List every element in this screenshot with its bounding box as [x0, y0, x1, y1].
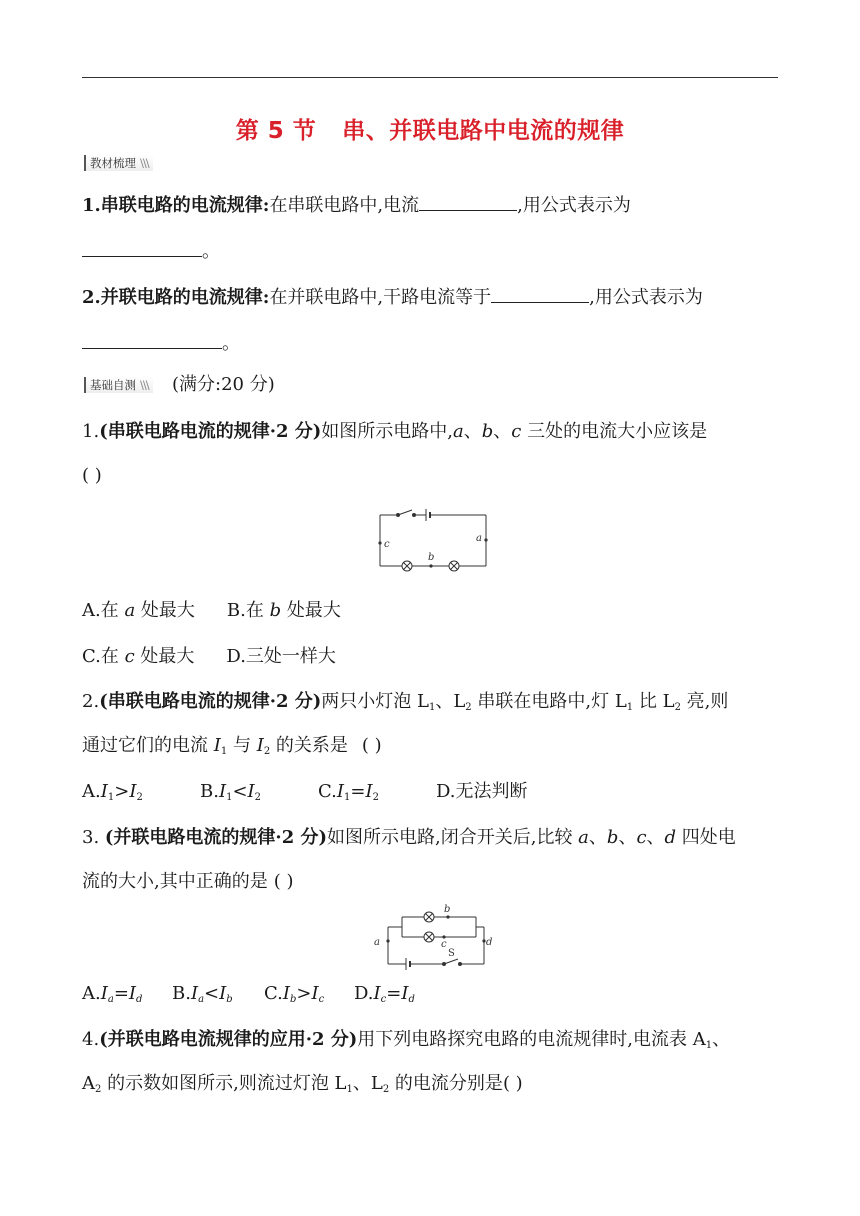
answer-blank[interactable]: [82, 240, 202, 257]
question-1: 1.(串联电路电流的规律·2 分)如图所示电路中,a、b、c 三处的电流大小应该是: [82, 421, 708, 442]
label-s: S: [448, 948, 455, 959]
question-3-cont: 流的大小,其中正确的是 ( ): [82, 871, 294, 892]
label-c: c: [384, 539, 390, 550]
score-note: (满分:20 分): [172, 374, 275, 395]
q2-option-d[interactable]: D.无法判断: [436, 781, 528, 802]
label-b: b: [428, 552, 435, 563]
question-2-cont: 通过它们的电流 $I_1$ 与 $I_2$ 的关系是 ( ): [82, 735, 382, 757]
header-rule: [82, 77, 778, 78]
review-item-1-cont: 。: [82, 240, 220, 264]
q1-option-a[interactable]: A.在 a 处最大: [82, 600, 195, 621]
series-circuit-figure: [370, 503, 494, 575]
label-a: a: [374, 937, 380, 948]
q3-option-b[interactable]: $B.I_a<I_b$: [172, 983, 233, 1005]
label-d: d: [486, 937, 493, 948]
label-c: c: [441, 939, 447, 950]
q3-option-c[interactable]: $C.I_b>I_c$: [264, 983, 325, 1005]
q1-options-row2: [82, 645, 336, 669]
answer-blank[interactable]: [491, 286, 589, 303]
review-item-2: 2.并联电路的电流规律:在并联电路中,干路电流等于 ,用公式表示为: [82, 287, 703, 308]
q3-option-a[interactable]: $A.I_a=I_d$: [82, 983, 143, 1005]
answer-blank[interactable]: [419, 194, 517, 211]
question-2: 2.(串联电路电流的规律·2 分)两只小灯泡 $L_1$、$L_2$ 串联在电路中,灯 $L_1$ 比 $L_2$ 亮,则: [82, 691, 729, 713]
question-4: 4.(并联电路电流规律的应用·2 分)用下列电路探究电路的电流规律时,电流表 $A_1$、: [82, 1029, 731, 1051]
q1-option-c[interactable]: C.在 c 处最大: [82, 646, 195, 667]
section-topic: 串、并联电路中电流的规律: [342, 118, 625, 144]
q2-option-b[interactable]: $B.I_1<I_2$: [200, 781, 262, 803]
parallel-circuit-figure: [366, 904, 494, 970]
review-item-2-cont: 。: [82, 332, 240, 356]
question-3: 3. (并联电路电流的规律·2 分)如图所示电路,闭合开关后,比较 a、b、c、d 四处电: [82, 827, 736, 848]
q2-option-c[interactable]: $C.I_1=I_2$: [318, 781, 379, 803]
q3-options: [82, 982, 415, 1012]
q1-options-row1: [82, 599, 341, 623]
q1-option-b[interactable]: B.在 b 处最大: [226, 600, 341, 621]
answer-blank[interactable]: [82, 332, 222, 349]
section-number: 第 5 节: [235, 118, 317, 144]
question-1-paren: ( ): [82, 465, 102, 486]
review-item-1: 1.串联电路的电流规律:在串联电路中,电流 ,用公式表示为: [82, 195, 631, 216]
question-4-cont: $A_2$ 的示数如图所示,则流过灯泡 $L_1$、$L_2$ 的电流分别是( ): [82, 1073, 523, 1095]
q2-option-a[interactable]: $A.I_1>I_2$: [82, 781, 143, 803]
label-b: b: [444, 904, 451, 915]
q3-option-d[interactable]: $D.I_c=I_d$: [354, 983, 415, 1005]
selftest-tag: 基础自测 \\\: [84, 377, 153, 393]
review-tag: 教材梳理 \\\: [84, 155, 153, 171]
page-title: [0, 112, 860, 145]
label-a: a: [476, 533, 482, 544]
q1-option-d[interactable]: D.三处一样大: [226, 646, 336, 667]
q2-options: [82, 780, 528, 810]
